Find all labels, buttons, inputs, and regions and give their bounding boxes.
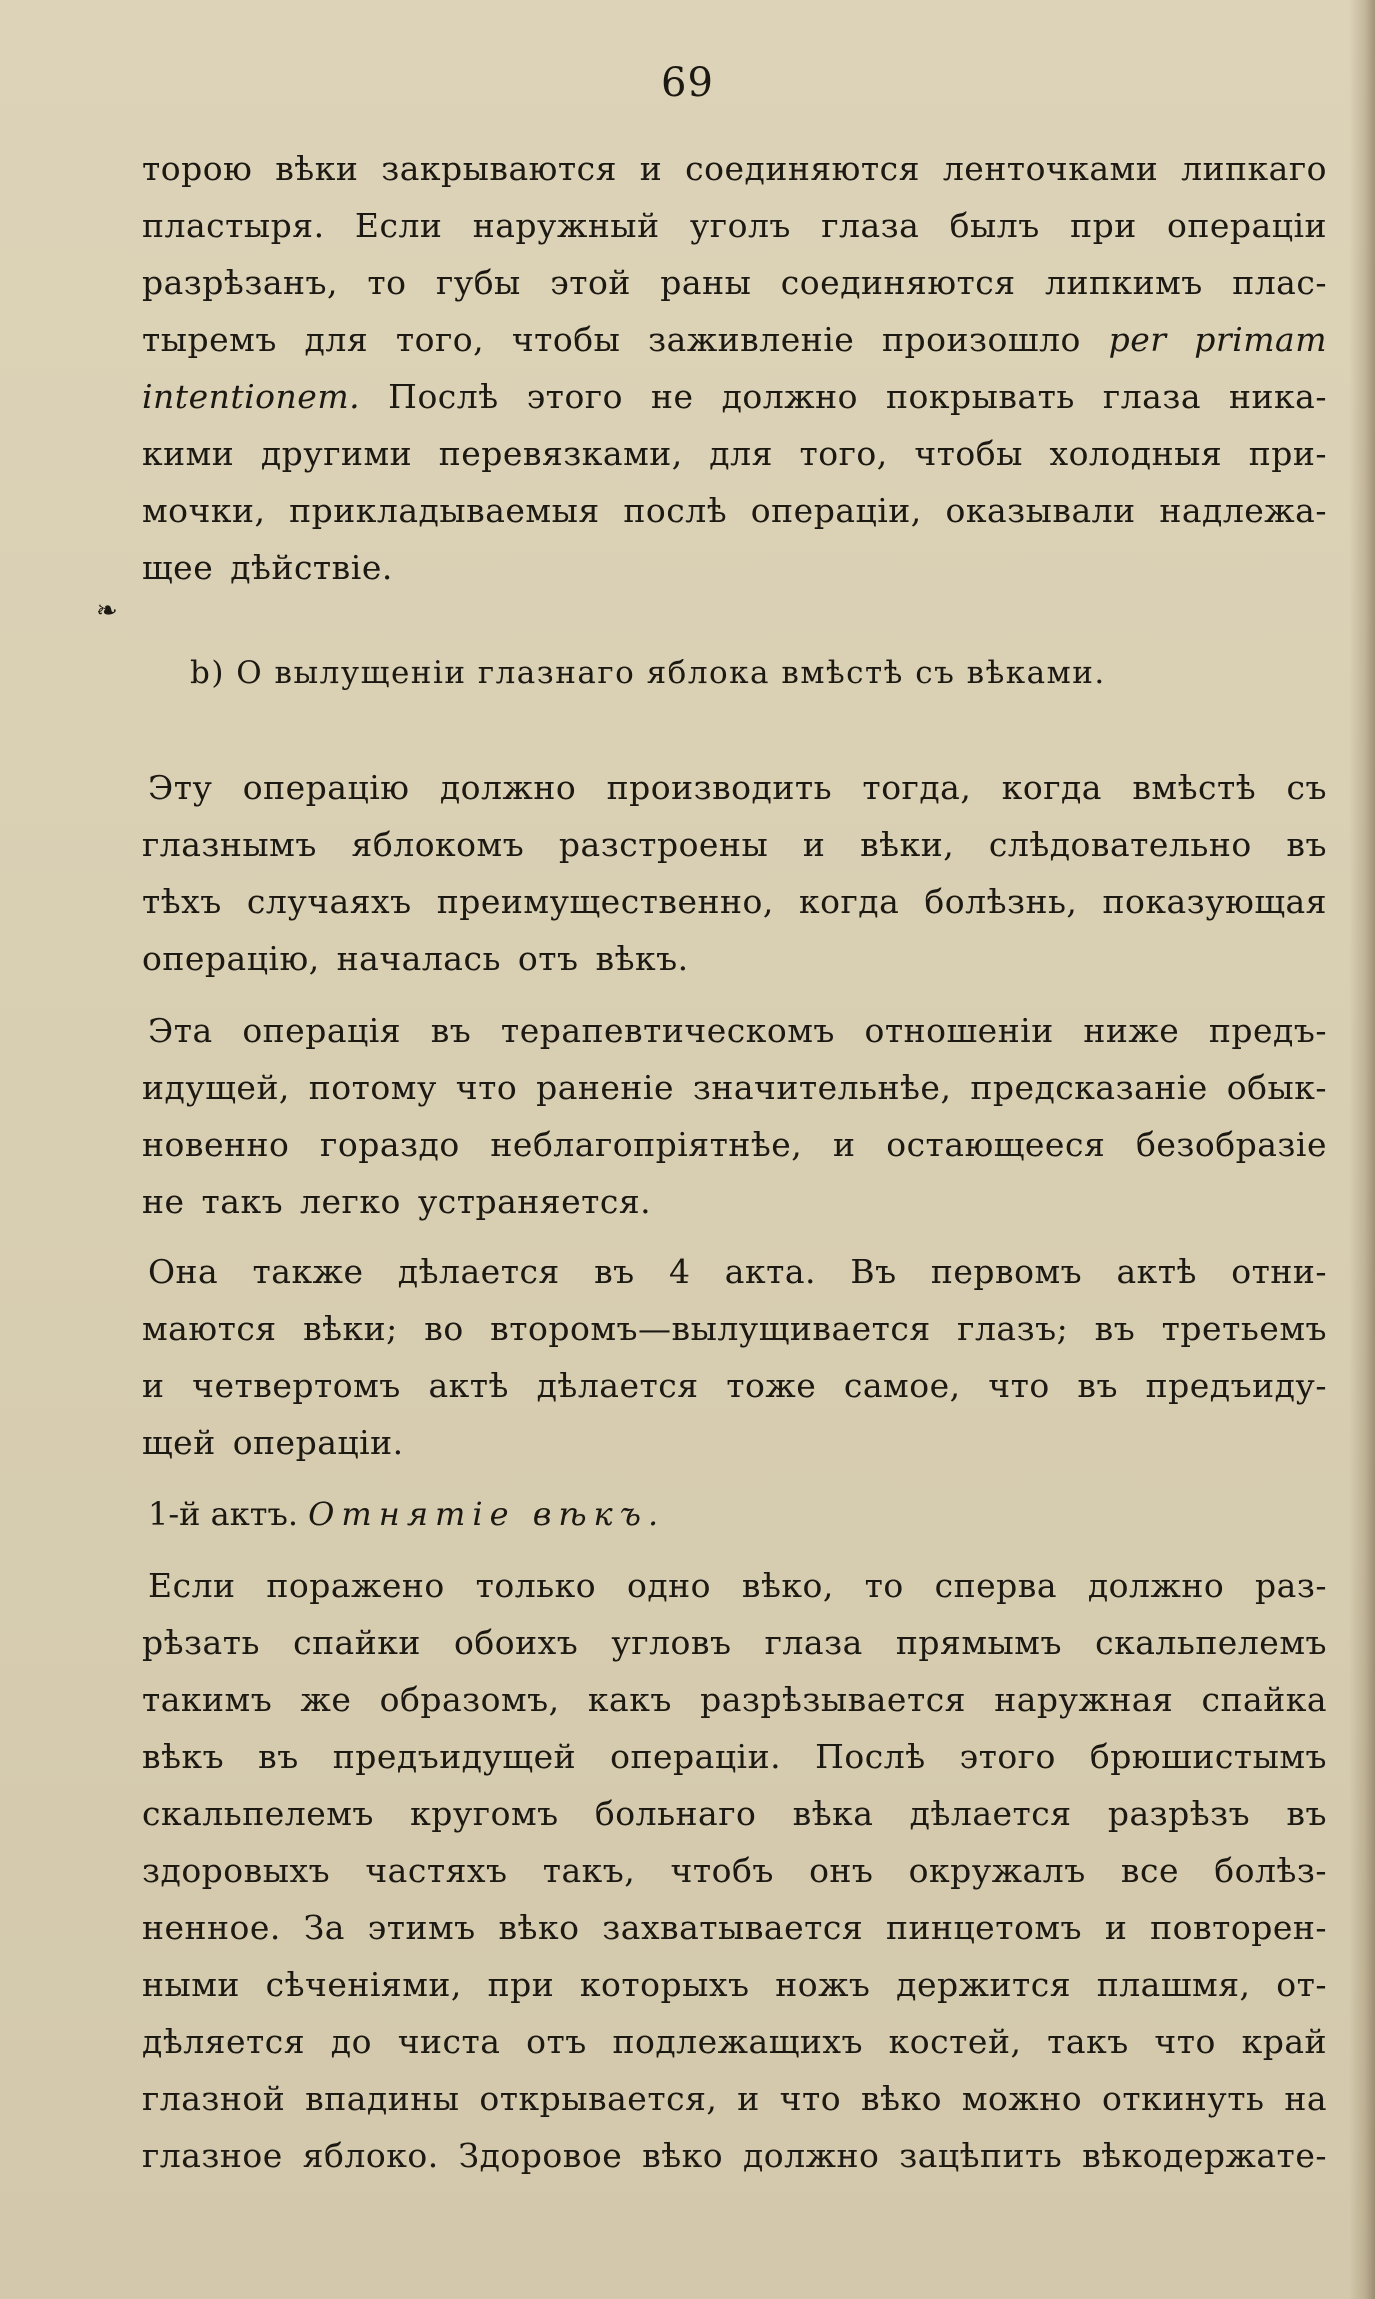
- text-line: ными сѣченіями, при которыхъ ножъ держится плашмя, от-: [142, 1965, 1327, 2004]
- text-line: торою вѣки закрываются и соединяются ленточками липкаго: [142, 149, 1327, 188]
- text-line: Если поражено только одно вѣко, то сперва должно раз-: [148, 1566, 1327, 1605]
- marginal-mark: ❧: [96, 596, 118, 626]
- text-line: пластыря. Если наружный уголъ глаза былъ при операціи: [142, 206, 1327, 245]
- text-line: маются вѣки; во второмъ—вылущивается глазъ; въ третьемъ: [142, 1309, 1327, 1348]
- act-label: 1-й актъ.: [148, 1495, 298, 1533]
- text-line: щее дѣйствіе.: [142, 548, 393, 587]
- paragraph-4: [142, 1243, 1327, 1471]
- text-line: рѣзать спайки обоихъ угловъ глаза прямымъ скальпелемъ: [142, 1623, 1327, 1662]
- paragraph-3: [142, 1002, 1327, 1230]
- text-line: глазной впадины открывается, и что вѣко можно откинуть на: [142, 2079, 1327, 2118]
- text-line: Эта операція въ терапевтическомъ отношеніи ниже предъ-: [148, 1011, 1327, 1050]
- text-line: Она также дѣлается въ 4 акта. Въ первомъ актѣ отни-: [148, 1252, 1327, 1291]
- text-line: не такъ легко устраняется.: [142, 1182, 652, 1221]
- text-line: intentionem. Послѣ этого не должно покрывать глаза ника-: [142, 377, 1327, 416]
- act-title: Отнятіе вѣкъ.: [308, 1495, 666, 1533]
- paragraph-5: [142, 1557, 1327, 2184]
- text-line: тыремъ для того, чтобы заживленіе произошло per primam: [142, 320, 1327, 359]
- text-line: глазное яблоко. Здоровое вѣко должно зацѣпить вѣкодержате-: [142, 2136, 1327, 2175]
- paragraph-1: [142, 140, 1327, 596]
- text-line: здоровыхъ частяхъ такъ, чтобъ онъ окружалъ все болѣз-: [142, 1851, 1327, 1890]
- page-edge-shadow: [1349, 0, 1375, 2299]
- text-line: щей операціи.: [142, 1423, 404, 1462]
- text-line: дѣляется до чиста отъ подлежащихъ костей, такъ что край: [142, 2022, 1327, 2061]
- paragraph-2: [142, 759, 1327, 987]
- text-line: вѣкъ въ предъидущей операціи. Послѣ этого брюшистымъ: [142, 1737, 1327, 1776]
- text-line: такимъ же образомъ, какъ разрѣзывается наружная спайка: [142, 1680, 1327, 1719]
- text-line: и четвертомъ актѣ дѣлается тоже самое, что въ предъиду-: [142, 1366, 1327, 1405]
- text-line: новенно гораздо неблагопріятнѣе, и остающееся безобразіе: [142, 1125, 1327, 1164]
- text-line: идущей, потому что раненіе значительнѣе, предсказаніе обык-: [142, 1068, 1327, 1107]
- text-line: тѣхъ случаяхъ преимущественно, когда болѣзнь, показующая: [142, 882, 1327, 921]
- text-line: кими другими перевязками, для того, чтобы холодныя при-: [142, 434, 1327, 473]
- text-line: разрѣзанъ, то губы этой раны соединяются липкимъ плас-: [142, 263, 1327, 302]
- section-heading: b) О вылущеніи глазнаго яблока вмѣстѣ съ вѣками.: [190, 655, 1106, 691]
- text-line: мочки, прикладываемыя послѣ операціи, оказывали надлежа-: [142, 491, 1327, 530]
- act-heading: [148, 1486, 665, 1543]
- text-line: ненное. За этимъ вѣко захватывается пинцетомъ и повторен-: [142, 1908, 1327, 1947]
- latin-phrase: per primam: [1108, 320, 1327, 359]
- text-line: операцію, началась отъ вѣкъ.: [142, 939, 689, 978]
- text-line: скальпелемъ кругомъ больнаго вѣка дѣлается разрѣзъ въ: [142, 1794, 1327, 1833]
- page-number: 69: [661, 60, 714, 106]
- text-line: Эту операцію должно производить тогда, когда вмѣстѣ съ: [148, 768, 1327, 807]
- latin-phrase: intentionem.: [142, 377, 361, 416]
- text-line: глазнымъ яблокомъ разстроены и вѣки, слѣдовательно въ: [142, 825, 1327, 864]
